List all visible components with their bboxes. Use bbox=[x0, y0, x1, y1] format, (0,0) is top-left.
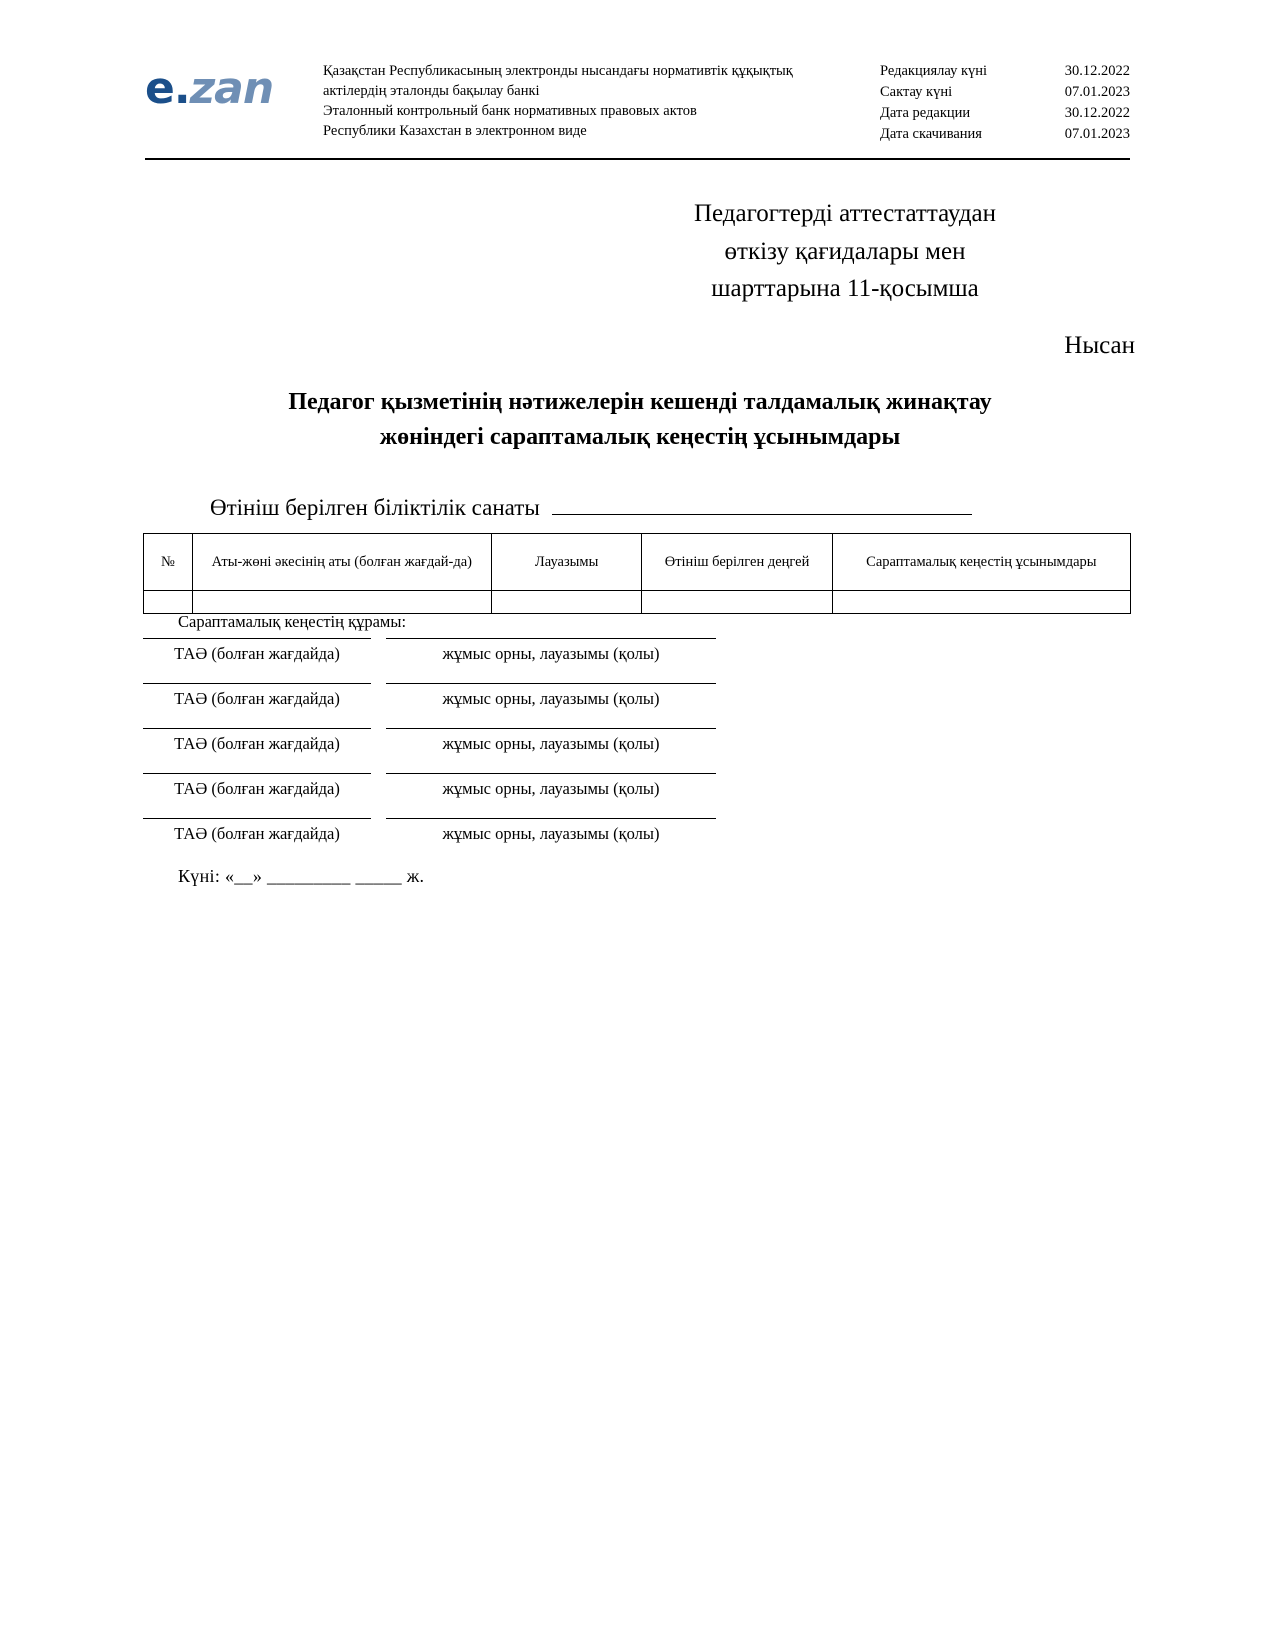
page-title-line-1: Педагог қызметінің нәтижелерін кешенді талдамалық жинақтау bbox=[288, 389, 992, 415]
table-header-fullname: Аты-жөні әкесінің аты (болған жағдай-да) bbox=[192, 534, 491, 591]
logo-dot: . bbox=[173, 63, 190, 114]
meta-label-save-date: Сактау күні bbox=[880, 84, 953, 101]
bank-line-2: актілердің эталонды бақылау банкі bbox=[323, 83, 540, 99]
signature-label-position: жұмыс орны, лауазымы (қолы) bbox=[442, 644, 660, 663]
form-word: Нысан bbox=[1064, 332, 1135, 359]
qualification-category-input[interactable] bbox=[552, 492, 972, 515]
meta-row-download-date-ru bbox=[880, 124, 1130, 145]
table-header-recommendation: Сараптамалық кеңестің ұсынымдары bbox=[832, 534, 1130, 591]
signature-rule-left[interactable] bbox=[143, 773, 371, 774]
signature-label-name: ТАӘ (болған жағдайда) bbox=[174, 734, 340, 753]
signature-row bbox=[143, 818, 863, 863]
signature-rule-right[interactable] bbox=[386, 728, 716, 729]
signature-label-name: ТАӘ (болған жағдайда) bbox=[174, 644, 340, 663]
signature-rule-right[interactable] bbox=[386, 773, 716, 774]
table-header-row bbox=[144, 534, 1131, 591]
meta-label-edit-date: Редакциялау күні bbox=[880, 63, 988, 79]
page-title bbox=[170, 385, 1110, 455]
meta-label-edition-date-ru: Дата редакции bbox=[880, 105, 971, 122]
logo-letter-e: e bbox=[145, 63, 174, 114]
signature-rule-left[interactable] bbox=[143, 728, 371, 729]
signature-label-name: ТАӘ (болған жағдайда) bbox=[174, 779, 340, 798]
meta-row-save-date bbox=[880, 82, 1130, 103]
qualification-category-label: Өтініш берілген біліктілік санаты bbox=[210, 495, 540, 520]
meta-value-edit-date: 30.12.2022 bbox=[1064, 63, 1130, 79]
recommendations-table bbox=[143, 533, 1131, 614]
meta-value-save-date: 07.01.2023 bbox=[1064, 84, 1130, 101]
document-header bbox=[145, 55, 1130, 145]
signature-label-name: ТАӘ (болған жағдайда) bbox=[174, 689, 340, 708]
signature-rule-left[interactable] bbox=[143, 683, 371, 684]
signature-rule-left[interactable] bbox=[143, 818, 371, 819]
bank-line-4: Республики Казахстан в электронном виде bbox=[323, 123, 587, 139]
signature-label-position: жұмыс орны, лауазымы (қолы) bbox=[442, 734, 660, 753]
header-divider bbox=[145, 158, 1130, 160]
table-row[interactable] bbox=[144, 591, 1131, 614]
appendix-line-3: шарттарына 11-қосымша bbox=[711, 275, 979, 302]
table-header-number: № bbox=[144, 534, 193, 591]
signature-row bbox=[143, 773, 863, 818]
signature-rule-right[interactable] bbox=[386, 638, 716, 639]
table-cell-fullname[interactable] bbox=[192, 591, 491, 614]
meta-row-edition-date-ru bbox=[880, 103, 1130, 124]
appendix-line-1: Педагогтерді аттестаттаудан bbox=[693, 200, 997, 227]
table-header-level: Өтініш берілген деңгей bbox=[642, 534, 832, 591]
meta-value-edition-date-ru: 30.12.2022 bbox=[1064, 105, 1130, 122]
table-cell-level[interactable] bbox=[642, 591, 832, 614]
signature-label-name: ТАӘ (болған жағдайда) bbox=[174, 824, 340, 843]
table-cell-number[interactable] bbox=[144, 591, 193, 614]
document-meta bbox=[880, 55, 1130, 145]
council-signature-list bbox=[143, 638, 863, 863]
bank-line-1: Қазақстан Республикасының электронды нысандағы нормативтік құқықтық bbox=[323, 63, 793, 79]
bank-description bbox=[305, 55, 880, 141]
signature-row bbox=[143, 728, 863, 773]
signature-label-position: жұмыс орны, лауазымы (қолы) bbox=[442, 824, 660, 843]
signature-rule-right[interactable] bbox=[386, 818, 716, 819]
meta-value-download-date-ru: 07.01.2023 bbox=[1064, 126, 1130, 143]
date-field[interactable]: Күні: «__» _________ _____ ж. bbox=[178, 866, 425, 886]
signature-label-position: жұмыс орны, лауазымы (қолы) bbox=[442, 689, 660, 708]
signature-row bbox=[143, 638, 863, 683]
appendix-line-2: өткізу қағидалары мен bbox=[724, 237, 966, 265]
table-cell-recommendation[interactable] bbox=[832, 591, 1130, 614]
signature-rule-right[interactable] bbox=[386, 683, 716, 684]
table-header-position: Лауазымы bbox=[491, 534, 642, 591]
bank-line-3: Эталонный контрольный банк нормативных правовых актов bbox=[323, 103, 697, 119]
qualification-category-line bbox=[210, 492, 1110, 521]
appendix-reference bbox=[560, 195, 1130, 308]
ezan-logo bbox=[145, 55, 305, 114]
signature-label-position: жұмыс орны, лауазымы (қолы) bbox=[442, 779, 660, 798]
signature-rule-left[interactable] bbox=[143, 638, 371, 639]
logo-word-zan: zan bbox=[189, 63, 274, 114]
meta-row-edit-date bbox=[880, 61, 1130, 82]
council-heading: Сараптамалық кеңестің құрамы: bbox=[178, 612, 407, 631]
meta-label-download-date-ru: Дата скачивания bbox=[880, 126, 982, 143]
signature-row bbox=[143, 683, 863, 728]
page-title-line-2: жөніндегі сараптамалық кеңестің ұсынымдары bbox=[379, 423, 901, 450]
table-cell-position[interactable] bbox=[491, 591, 642, 614]
